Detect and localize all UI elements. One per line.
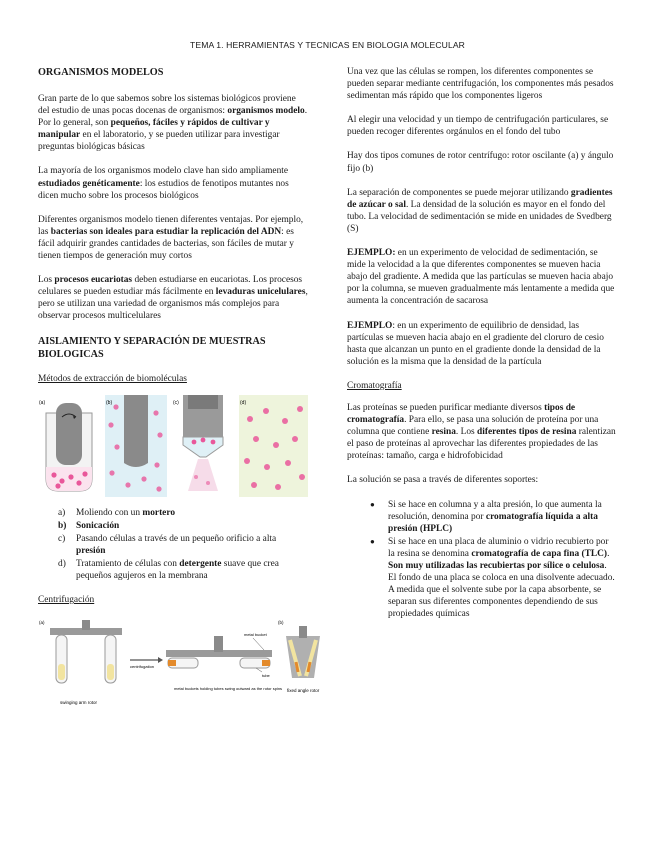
paragraph-organismos-4: Los procesos eucariotas deben estudiarse en eucariotas. Los procesos celulares se pueden estudiar más fácilmente en levaduras unicelulares, pero se utilizan una variedad de organismos más complejos para observar procesos multicelulares bbox=[38, 275, 308, 322]
left-column bbox=[38, 66, 320, 711]
list-item: c) Pasando células a través de un pequeño orificio a alta presión bbox=[58, 533, 277, 556]
paragraph-gradients: La separación de componentes se puede mejorar utilizando gradientes de azúcar o sal. La densidad de la solución es mayor en el fondo del tubo. La velocidad de sedimentación se mide en unidades de Svedberg (S) bbox=[347, 187, 613, 234]
right-column bbox=[347, 66, 617, 621]
centrifugation-figure bbox=[38, 616, 328, 711]
panel-a-mortar bbox=[38, 395, 100, 497]
fixed-angle-rotor bbox=[278, 620, 320, 693]
list-item: a) Moliendo con un mortero bbox=[58, 507, 176, 518]
panel-d-detergent bbox=[239, 395, 308, 497]
subheading-cromatografia: Cromatografía bbox=[347, 380, 402, 391]
paragraph-centrifuge-3: Hay dos tipos comunes de rotor centrífugo: rotor oscilante (a) y ángulo fijo (b) bbox=[347, 151, 614, 174]
swinging-rotor-spinning bbox=[166, 632, 282, 691]
paragraph-soportes: La solución se pasa a través de diferentes soportes: bbox=[347, 475, 539, 486]
panel-c-pressure bbox=[172, 395, 234, 497]
chromatography-list bbox=[347, 499, 617, 621]
metal-bucket-label: metal bucket bbox=[244, 632, 267, 638]
paragraph-example-1: EJEMPLO: en un experimento de velocidad de sedimentación, se mide la velocidad a la que diferentes componentes se mueven hacia abajo del gradiente. A medida que las partículas se mueven hacia abajo por la columna, se mueven gradualmente más lentamente a medida que aumenta la concentración de sacarosa bbox=[347, 248, 615, 307]
swinging-rotor-rest bbox=[50, 620, 122, 705]
centrifugation-arrow bbox=[130, 657, 163, 669]
panel-c-label: (c) bbox=[173, 399, 179, 406]
panel-b-label: (b) bbox=[106, 399, 113, 406]
panel-d-label: (d) bbox=[240, 399, 247, 406]
paragraph-cromatografia: Las proteínas se pueden purificar mediante diversos tipos de cromatografía. Para ello, se pasa una solución de proteína por una columna que contiene resina. Los diferentes tipos de resina ralentizan el paso de proteínas al aprovechar las diferentes propiedades de las proteínas: tamaño, carga e hidrofobicidad bbox=[347, 402, 616, 462]
list-item: ● Si se hace en columna y a alta presión, lo que aumenta la resolución, denomina por cromatografía líquida a alta presión (HPLC) bbox=[370, 499, 602, 534]
fig2-label-b: (b) bbox=[278, 620, 284, 626]
panel-b-sonication bbox=[105, 395, 167, 497]
subheading-centrifugacion: Centrifugación bbox=[38, 595, 95, 606]
paragraph-organismos-3: Diferentes organismos modelo tienen diferentes ventajas. Por ejemplo, las bacterias son ideales para estudiar la replicación del ADN: es fácil adquirir grandes cantidades de bacterias, son fáciles de mutar y tienen tiempos de generación muy cortos bbox=[38, 214, 304, 262]
panel-a-label: (a) bbox=[39, 399, 46, 406]
fixed-rotor-caption: fixed angle rotor bbox=[287, 688, 320, 694]
paragraph-organismos-2: La mayoría de los organismos modelo clave han sido ampliamente estudiados genéticamente: los estudios de fenotipos mutantes nos dicen mucho sobre los procesos biológicos bbox=[38, 166, 289, 201]
subheading-metodos: Métodos de extracción de biomoléculas bbox=[38, 373, 187, 384]
heading-organismos: ORGANISMOS MODELOS bbox=[38, 67, 164, 78]
fig2-label-a: (a) bbox=[39, 620, 45, 626]
paragraph-centrifuge-2: Al elegir una velocidad y un tiempo de centrifugación particulares, se pueden recoger diferentes orgánulos en el fondo del tubo bbox=[347, 115, 609, 138]
list-item: ● Si se hace en una placa de aluminio o vidrio recubierto por la resina se denomina cromatografía de capa fina (TLC). Son muy utilizadas las recubiertas por sílice o celulosa. El fondo de una placa se coloca en una disolvente adecuado. A medida que el solvente sube por la capa absorbente, se separan sus diferentes componentes dependiendo de sus propiedades químicas bbox=[370, 536, 615, 620]
tube-label: tube bbox=[262, 673, 270, 679]
document-title: TEMA 1. HERRAMIENTAS Y TECNICAS EN BIOLOGIA MOLECULAR bbox=[190, 40, 465, 50]
paragraph-organismos-1: Gran parte de lo que sabemos sobre los sistemas biológicos proviene del estudio de unas pocas docenas de organismos: organismos modelo. Por lo general, son pequeños, fáciles y rápidos de cultivar y manipular en el laboratorio, y se pueden utilizar para investigar preguntas biológicas básicas bbox=[38, 94, 308, 153]
paragraph-example-2: EJEMPLO: en un experimento de equilibrio de densidad, las partículas se mueven hacia abajo en el gradiente del cloruro de cesio hasta que alcanzan un punto en el gradiente donde la densidad de la solución es la misma que la densidad de la partícula bbox=[347, 320, 604, 367]
buckets-caption: metal buckets holding tubes swing outward as the rotor spins bbox=[174, 686, 283, 692]
extraction-methods-list bbox=[38, 507, 308, 583]
paragraph-centrifuge-1: Una vez que las células se rompen, los diferentes componentes se pueden separar mediante centrifugación, los componentes más pesados sedimentan más rápido que los componentes ligeros bbox=[347, 67, 614, 102]
extraction-methods-figure bbox=[38, 395, 308, 497]
list-item: b) Sonicación bbox=[58, 520, 120, 531]
heading-aislamiento: AISLAMIENTO Y SEPARACIÓN DE MUESTRAS BIOLOGICAS bbox=[38, 335, 266, 360]
list-item: d) Tratamiento de células con detergente suave que crea pequeños agujeros en la membrana bbox=[58, 558, 279, 582]
centrifugation-label: centrifugation bbox=[130, 664, 155, 670]
swinging-rotor-caption: swinging arm rotor bbox=[60, 700, 98, 706]
